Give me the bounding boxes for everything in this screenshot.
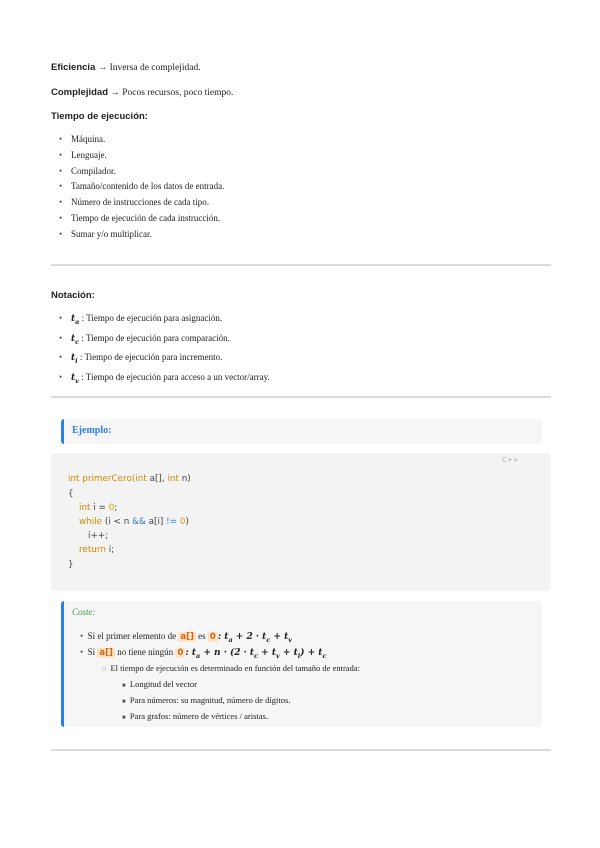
- eficiencia-line: [51, 62, 201, 73]
- notacion-list: [51, 311, 270, 389]
- code-line: {: [68, 489, 74, 499]
- coste-title: Coste:: [72, 607, 96, 617]
- list-item: • Tiempo de ejecución de cada instrucción.: [51, 211, 224, 227]
- code-line: int primerCero(int a[], int n): [68, 474, 191, 484]
- inline-zero: 0: [177, 648, 184, 658]
- divider: [51, 749, 551, 751]
- code-line: while (i < n && a[i] != 0): [79, 517, 189, 527]
- tiempo-list: [51, 132, 224, 243]
- eficiencia-label: Eficiencia: [51, 62, 96, 73]
- divider: [51, 396, 551, 398]
- list-item: • Lenguaje.: [51, 148, 224, 164]
- coste-callout: [61, 601, 542, 727]
- list-item: • Número de instrucciones de cada tipo.: [51, 195, 224, 211]
- list-item: • Compilador.: [51, 164, 224, 180]
- inline-zero: 0: [209, 632, 216, 642]
- complejidad-text: Pocos recursos, poco tiempo.: [122, 88, 234, 98]
- list-item: • $t_c$ : Tiempo de ejecución para comparación.: [51, 331, 270, 351]
- list-item: ■ Para números: su magnitud, número de dígitos.: [122, 695, 291, 705]
- coste-sub-item: ○ El tiempo de ejecución es determinado en función del tamaño de entrada:: [102, 663, 360, 673]
- complejidad-line: [51, 87, 233, 98]
- inline-code: a[]: [180, 632, 194, 642]
- complejidad-label: Complejidad: [51, 87, 109, 98]
- arrow: →: [97, 63, 108, 73]
- ejemplo-callout: [61, 419, 542, 444]
- divider: [51, 264, 551, 266]
- code-line: i++;: [88, 531, 109, 541]
- code-line: int i = 0;: [79, 503, 118, 513]
- list-item: • $t_a$ : Tiempo de ejecución para asignación.: [51, 311, 270, 331]
- list-item: ■ Para grafos: número de vértices / aristas.: [122, 711, 268, 721]
- tiempo-heading: Tiempo de ejecución:: [51, 111, 148, 122]
- notacion-heading: Notación:: [51, 290, 95, 301]
- code-line: }: [68, 560, 74, 570]
- list-item: • $t_i$ : Tiempo de ejecución para incremento.: [51, 350, 270, 370]
- eficiencia-text: Inversa de complejidad.: [109, 63, 201, 73]
- code-line: return i;: [79, 545, 115, 555]
- arrow: →: [110, 88, 120, 98]
- coste-line-2: • Si a[] no tiene ningún 0 : $t_a + n \cdot (2 \cdot t_c + t_v + t_i) + t_c$: [80, 647, 327, 660]
- ejemplo-title: Ejemplo:: [72, 425, 112, 436]
- list-item: • Sumar y/o multiplicar.: [51, 227, 224, 243]
- list-item: • $t_v$ : Tiempo de ejecución para acceso a un vector/array.: [51, 370, 270, 390]
- code-language-label: C++: [502, 456, 519, 464]
- list-item: ■ Longitud del vector: [122, 679, 197, 689]
- coste-line-1: • Si el primer elemento de a[] es 0 : $t_a + 2 \cdot t_c + t_v$: [80, 631, 293, 644]
- list-item: • Máquina.: [51, 132, 224, 148]
- inline-code: a[]: [99, 648, 113, 658]
- list-item: • Tamaño/contenido de los datos de entrada.: [51, 179, 224, 195]
